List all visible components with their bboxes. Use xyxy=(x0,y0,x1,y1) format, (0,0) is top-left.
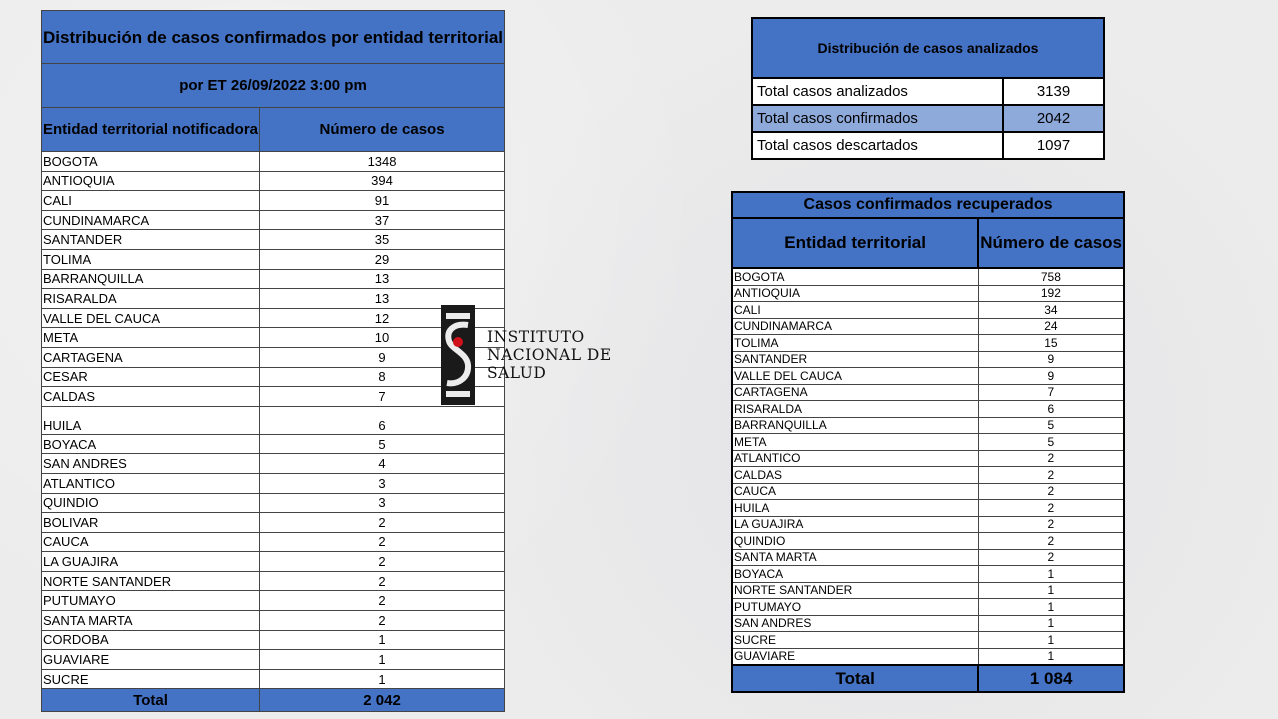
entity-name-cell: CAUCA xyxy=(732,483,978,500)
table-row xyxy=(42,669,505,689)
table-row xyxy=(732,648,1124,665)
case-count-cell: 12 xyxy=(260,308,505,328)
case-count-cell: 2 xyxy=(260,552,505,572)
case-count-cell: 7 xyxy=(978,384,1124,401)
case-count-cell: 2042 xyxy=(1003,105,1104,132)
case-count-cell: 37 xyxy=(260,210,505,230)
column-header-entity: Entidad territorial xyxy=(732,218,978,268)
table-row xyxy=(732,368,1124,385)
entity-name-cell: NORTE SANTANDER xyxy=(42,571,260,591)
entity-name-cell: VALLE DEL CAUCA xyxy=(732,368,978,385)
entity-name-cell: SUCRE xyxy=(732,632,978,649)
table-row xyxy=(42,473,505,493)
column-header-entity: Entidad territorial notificadora xyxy=(42,108,260,152)
entity-name-cell: QUINDIO xyxy=(42,493,260,513)
case-count-cell: 1 xyxy=(260,630,505,650)
total-value: 2 042 xyxy=(260,689,505,712)
case-count-cell: 3 xyxy=(260,473,505,493)
entity-name-cell: CALI xyxy=(42,191,260,211)
table-row xyxy=(732,500,1124,517)
table-row xyxy=(732,351,1124,368)
entity-name-cell: RISARALDA xyxy=(42,289,260,309)
table-row xyxy=(42,571,505,591)
table-row xyxy=(42,493,505,513)
entity-name-cell: BOYACA xyxy=(42,434,260,454)
entity-name-cell: Total casos analizados xyxy=(752,78,1003,105)
ins-logo-text xyxy=(487,328,612,382)
confirmed-cases-table xyxy=(41,10,505,712)
entity-name-cell: CUNDINAMARCA xyxy=(42,210,260,230)
table-row xyxy=(42,347,505,367)
table-row xyxy=(732,318,1124,335)
table-row xyxy=(732,268,1124,285)
case-count-cell: 9 xyxy=(978,351,1124,368)
case-count-cell: 2 xyxy=(260,513,505,533)
table-row xyxy=(732,549,1124,566)
entity-name-cell: ATLANTICO xyxy=(732,450,978,467)
case-count-cell: 2 xyxy=(978,483,1124,500)
case-count-cell: 2 xyxy=(978,533,1124,550)
logo-line-3: SALUD xyxy=(487,364,547,382)
entity-name-cell: Total casos confirmados xyxy=(752,105,1003,132)
case-count-cell: 13 xyxy=(260,289,505,309)
entity-name-cell: ANTIOQUIA xyxy=(732,285,978,302)
confirmed-table-title: Distribución de casos confirmados por entidad territorial xyxy=(42,11,505,64)
case-count-cell: 1097 xyxy=(1003,132,1104,159)
table-row xyxy=(732,417,1124,434)
case-count-cell: 2 xyxy=(978,500,1124,517)
table-row xyxy=(732,285,1124,302)
case-count-cell: 1348 xyxy=(260,152,505,172)
column-header-count: Número de casos xyxy=(260,108,505,152)
entity-name-cell: CUNDINAMARCA xyxy=(732,318,978,335)
table-row xyxy=(42,387,505,407)
case-count-cell: 2 xyxy=(978,450,1124,467)
table-row xyxy=(42,611,505,631)
ins-logo-icon xyxy=(441,305,475,405)
entity-name-cell: ATLANTICO xyxy=(42,473,260,493)
table-row xyxy=(732,599,1124,616)
table-row xyxy=(732,566,1124,583)
case-count-cell: 3139 xyxy=(1003,78,1104,105)
case-count-cell: 1 xyxy=(260,650,505,670)
table-row xyxy=(732,450,1124,467)
case-count-cell: 6 xyxy=(260,406,505,434)
case-count-cell: 29 xyxy=(260,249,505,269)
table-row xyxy=(732,401,1124,418)
case-count-cell: 8 xyxy=(260,367,505,387)
case-count-cell: 1 xyxy=(978,582,1124,599)
entity-name-cell: CARTAGENA xyxy=(732,384,978,401)
entity-name-cell: SUCRE xyxy=(42,669,260,689)
case-count-cell: 9 xyxy=(978,368,1124,385)
confirmed-table-subtitle: por ET 26/09/2022 3:00 pm xyxy=(42,64,505,108)
entity-name-cell: SANTA MARTA xyxy=(732,549,978,566)
entity-name-cell: QUINDIO xyxy=(732,533,978,550)
entity-name-cell: TOLIMA xyxy=(732,335,978,352)
table-row xyxy=(42,289,505,309)
case-count-cell: 10 xyxy=(260,328,505,348)
total-row xyxy=(732,665,1124,692)
entity-name-cell: GUAVIARE xyxy=(732,648,978,665)
case-count-cell: 2 xyxy=(978,516,1124,533)
case-count-cell: 758 xyxy=(978,268,1124,285)
entity-name-cell: BOYACA xyxy=(732,566,978,583)
logo-line-2: NACIONAL DE xyxy=(487,346,612,364)
case-count-cell: 5 xyxy=(978,434,1124,451)
entity-name-cell: SANTANDER xyxy=(732,351,978,368)
entity-name-cell: RISARALDA xyxy=(732,401,978,418)
entity-name-cell: NORTE SANTANDER xyxy=(732,582,978,599)
table-row xyxy=(42,328,505,348)
entity-name-cell: CALDAS xyxy=(42,387,260,407)
case-count-cell: 7 xyxy=(260,387,505,407)
total-label: Total xyxy=(42,689,260,712)
case-count-cell: 3 xyxy=(260,493,505,513)
table-row xyxy=(42,552,505,572)
case-count-cell: 2 xyxy=(260,532,505,552)
case-count-cell: 1 xyxy=(978,599,1124,616)
case-count-cell: 1 xyxy=(978,566,1124,583)
recovered-cases-table xyxy=(731,191,1125,693)
table-row xyxy=(42,532,505,552)
entity-name-cell: TOLIMA xyxy=(42,249,260,269)
case-count-cell: 2 xyxy=(260,571,505,591)
case-count-cell: 15 xyxy=(978,335,1124,352)
case-count-cell: 6 xyxy=(978,401,1124,418)
entity-name-cell: GUAVIARE xyxy=(42,650,260,670)
table-row xyxy=(732,516,1124,533)
table-row xyxy=(42,630,505,650)
table-row xyxy=(732,533,1124,550)
table-row xyxy=(752,105,1104,132)
entity-name-cell: LA GUAJIRA xyxy=(42,552,260,572)
analyzed-cases-table xyxy=(751,17,1105,160)
entity-name-cell: CALDAS xyxy=(732,467,978,484)
table-row xyxy=(732,384,1124,401)
case-count-cell: 4 xyxy=(260,454,505,474)
table-row xyxy=(42,591,505,611)
table-row xyxy=(42,454,505,474)
entity-name-cell: PUTUMAYO xyxy=(732,599,978,616)
table-row xyxy=(42,269,505,289)
entity-name-cell: SANTANDER xyxy=(42,230,260,250)
table-row xyxy=(42,650,505,670)
analyzed-table-title: Distribución de casos analizados xyxy=(752,18,1104,78)
case-count-cell: 2 xyxy=(978,467,1124,484)
entity-name-cell: BOGOTA xyxy=(732,268,978,285)
entity-name-cell: CESAR xyxy=(42,367,260,387)
entity-name-cell: BOLIVAR xyxy=(42,513,260,533)
table-row xyxy=(42,308,505,328)
column-header-count: Número de casos xyxy=(978,218,1124,268)
table-row xyxy=(42,249,505,269)
case-count-cell: 5 xyxy=(978,417,1124,434)
table-row xyxy=(732,632,1124,649)
table-row xyxy=(732,302,1124,319)
table-row xyxy=(42,191,505,211)
case-count-cell: 2 xyxy=(260,611,505,631)
table-row xyxy=(732,434,1124,451)
case-count-cell: 9 xyxy=(260,347,505,367)
case-count-cell: 5 xyxy=(260,434,505,454)
table-row xyxy=(42,367,505,387)
entity-name-cell: PUTUMAYO xyxy=(42,591,260,611)
logo-line-1: INSTITUTO xyxy=(487,328,585,346)
total-row xyxy=(42,689,505,712)
entity-name-cell: SAN ANDRES xyxy=(42,454,260,474)
table-row xyxy=(732,615,1124,632)
entity-name-cell: SAN ANDRES xyxy=(732,615,978,632)
entity-name-cell: META xyxy=(732,434,978,451)
table-row xyxy=(42,152,505,172)
table-row xyxy=(752,78,1104,105)
total-label: Total xyxy=(732,665,978,692)
ins-logo xyxy=(441,305,616,407)
table-row xyxy=(42,513,505,533)
table-row xyxy=(732,335,1124,352)
entity-name-cell: CAUCA xyxy=(42,532,260,552)
case-count-cell: 394 xyxy=(260,171,505,191)
entity-name-cell: Total casos descartados xyxy=(752,132,1003,159)
entity-name-cell: HUILA xyxy=(732,500,978,517)
case-count-cell: 192 xyxy=(978,285,1124,302)
entity-name-cell: CARTAGENA xyxy=(42,347,260,367)
entity-name-cell: VALLE DEL CAUCA xyxy=(42,308,260,328)
entity-name-cell: ANTIOQUIA xyxy=(42,171,260,191)
case-count-cell: 24 xyxy=(978,318,1124,335)
entity-name-cell: META xyxy=(42,328,260,348)
table-row xyxy=(42,171,505,191)
case-count-cell: 34 xyxy=(978,302,1124,319)
case-count-cell: 91 xyxy=(260,191,505,211)
entity-name-cell: BARRANQUILLA xyxy=(732,417,978,434)
entity-name-cell: HUILA xyxy=(42,406,260,434)
total-value: 1 084 xyxy=(978,665,1124,692)
case-count-cell: 1 xyxy=(978,615,1124,632)
entity-name-cell: BOGOTA xyxy=(42,152,260,172)
entity-name-cell: LA GUAJIRA xyxy=(732,516,978,533)
entity-name-cell: BARRANQUILLA xyxy=(42,269,260,289)
table-row xyxy=(42,406,505,434)
table-row xyxy=(732,582,1124,599)
table-row xyxy=(732,483,1124,500)
case-count-cell: 2 xyxy=(260,591,505,611)
case-count-cell: 1 xyxy=(260,669,505,689)
case-count-cell: 13 xyxy=(260,269,505,289)
table-row xyxy=(42,434,505,454)
case-count-cell: 35 xyxy=(260,230,505,250)
entity-name-cell: CALI xyxy=(732,302,978,319)
table-row xyxy=(42,210,505,230)
entity-name-cell: CORDOBA xyxy=(42,630,260,650)
case-count-cell: 2 xyxy=(978,549,1124,566)
entity-name-cell: SANTA MARTA xyxy=(42,611,260,631)
table-row xyxy=(42,230,505,250)
case-count-cell: 1 xyxy=(978,648,1124,665)
case-count-cell: 1 xyxy=(978,632,1124,649)
table-row xyxy=(732,467,1124,484)
recovered-table-title: Casos confirmados recuperados xyxy=(732,192,1124,218)
table-row xyxy=(752,132,1104,159)
